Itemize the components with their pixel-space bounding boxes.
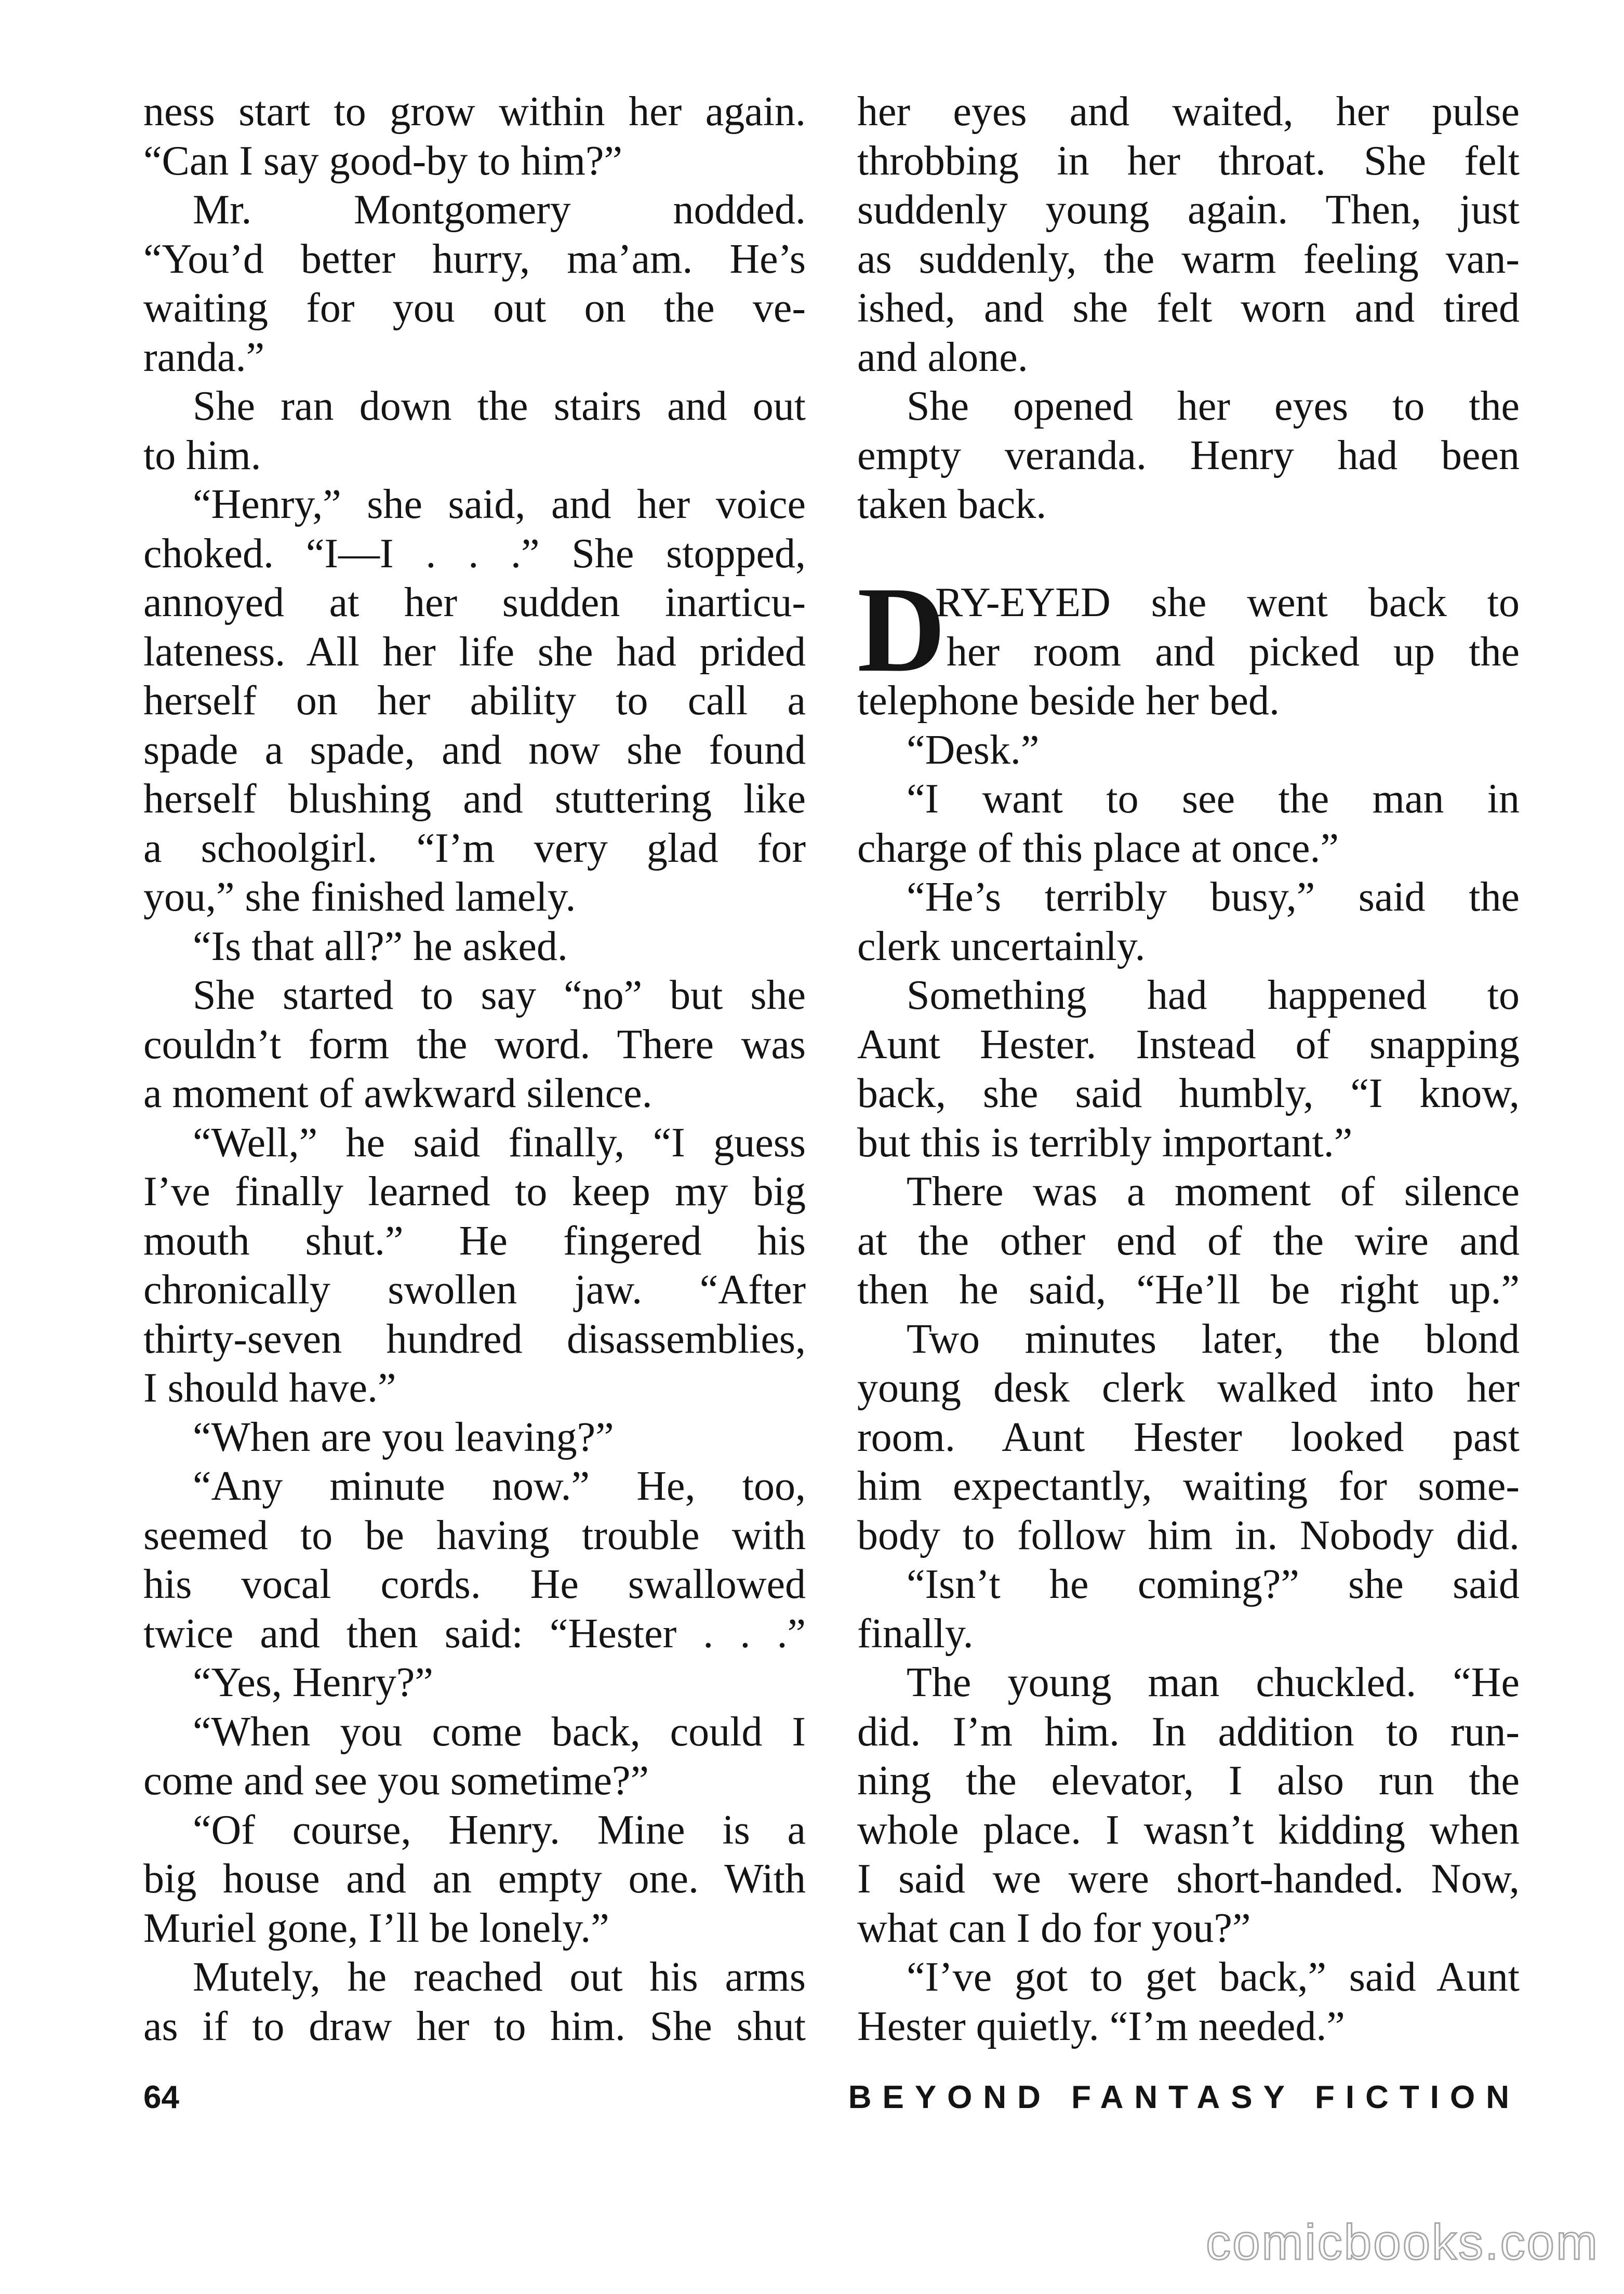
text-line: as if to draw her to him. She shut	[143, 2003, 806, 2049]
text-line: mouth shut.” He fingered his	[143, 1218, 806, 1264]
text-line: herself blushing and stuttering like	[143, 776, 806, 822]
text-line: Mr. Montgomery nodded.	[193, 187, 806, 233]
text-line: big house and an empty one. With	[143, 1856, 806, 1902]
text-line: at the other end of the wire and	[857, 1218, 1520, 1264]
text-line: telephone beside her bed.	[857, 678, 1280, 724]
text-line: thirty-seven hundred disassemblies,	[143, 1316, 806, 1362]
text-line: finally.	[857, 1610, 974, 1657]
text-line: “Henry,” she said, and her voice	[193, 482, 806, 527]
watermark: comicbooks.com	[1206, 2215, 1599, 2270]
text-line: The young man chuckled. “He	[907, 1660, 1520, 1705]
page-footer	[143, 2079, 1520, 2120]
text-line: twice and then said: “Hester . . .”	[143, 1610, 806, 1657]
text-line: taken back.	[857, 482, 1047, 527]
text-line: whole place. I wasn’t kidding when	[857, 1807, 1520, 1853]
text-line: him expectantly, waiting for some-	[857, 1463, 1520, 1509]
text-line: annoyed at her sudden inarticu-	[143, 580, 806, 625]
text-line: spade a spade, and now she found	[143, 727, 806, 773]
text-line: then he said, “He’ll be right up.”	[857, 1267, 1520, 1313]
text-line: randa.”	[143, 334, 265, 380]
text-line: waiting for you out on the ve-	[143, 285, 806, 331]
text-line: She opened her eyes to the	[907, 383, 1520, 429]
text-line: seemed to be having trouble with	[143, 1512, 806, 1558]
text-line: her room and picked up the	[947, 629, 1520, 675]
text-line: ished, and she felt worn and tired	[857, 285, 1520, 331]
text-line: Aunt Hester. Instead of snapping	[857, 1021, 1520, 1068]
text-line: “When you come back, could I	[193, 1709, 806, 1755]
text-line: Something had happened to	[907, 972, 1520, 1018]
text-line: young desk clerk walked into her	[857, 1365, 1520, 1411]
text-line: “Can I say good-by to him?”	[143, 138, 622, 184]
left-text-column	[143, 87, 806, 2051]
text-line: ning the elevator, I also run the	[857, 1758, 1520, 1804]
text-line: I’ve finally learned to keep my big	[143, 1169, 806, 1215]
text-line: Muriel gone, I’ll be lonely.”	[143, 1905, 609, 1951]
text-line: chronically swollen jaw. “After	[143, 1267, 806, 1313]
text-line: did. I’m him. In addition to run-	[857, 1709, 1520, 1755]
text-line: body to follow him in. Nobody did.	[857, 1512, 1520, 1558]
text-line: what can I do for you?”	[857, 1905, 1251, 1951]
text-line: herself on her ability to call a	[143, 678, 806, 724]
text-line: “Of course, Henry. Mine is a	[193, 1807, 806, 1853]
text-line: RY-EYED she went back to	[935, 580, 1520, 625]
page-number: 64	[143, 2079, 179, 2115]
text-line: “He’s terribly busy,” said the	[907, 874, 1520, 920]
text-line: but this is terribly important.”	[857, 1119, 1353, 1166]
text-line: “I want to see the man in	[907, 776, 1520, 822]
text-line: She started to say “no” but she	[193, 972, 806, 1018]
drop-cap-paragraph	[857, 562, 1520, 698]
text-line: charge of this place at once.”	[857, 825, 1339, 871]
text-line: ness start to grow within her again.	[143, 89, 806, 135]
text-line: “Isn’t he coming?” she said	[907, 1562, 1520, 1607]
text-line: his vocal cords. He swallowed	[143, 1562, 806, 1607]
text-line: “Yes, Henry?”	[193, 1660, 433, 1705]
text-line: “I’ve got to get back,” said Aunt	[907, 1954, 1520, 2000]
text-line: to him.	[143, 432, 261, 478]
text-line: room. Aunt Hester looked past	[857, 1414, 1520, 1460]
text-line: There was a moment of silence	[907, 1169, 1520, 1215]
text-line: She ran down the stairs and out	[193, 383, 806, 429]
text-line: “Any minute now.” He, too,	[193, 1463, 806, 1509]
text-line: clerk uncertainly.	[857, 923, 1146, 969]
text-line: and alone.	[857, 334, 1028, 380]
text-line: choked. “I—I . . .” She stopped,	[143, 530, 806, 577]
text-line: you,” she finished lamely.	[143, 874, 576, 920]
section-break	[857, 529, 1520, 579]
drop-cap-letter: D	[857, 562, 946, 698]
text-line: suddenly young again. Then, just	[857, 187, 1520, 233]
text-line: empty veranda. Henry had been	[857, 432, 1520, 478]
text-line: couldn’t form the word. There was	[143, 1021, 806, 1068]
text-line: I said we were short-handed. Now,	[857, 1856, 1520, 1902]
text-line: “When are you leaving?”	[193, 1414, 614, 1460]
text-line: as suddenly, the warm feeling van-	[857, 236, 1520, 282]
text-line: throbbing in her throat. She felt	[857, 138, 1520, 184]
text-line: “Well,” he said finally, “I guess	[193, 1119, 806, 1166]
text-line: I should have.”	[143, 1365, 396, 1411]
text-line: her eyes and waited, her pulse	[857, 89, 1520, 135]
right-text-column	[857, 87, 1520, 2051]
text-line: lateness. All her life she had prided	[143, 629, 806, 675]
running-title: BEYOND FANTASY FICTION	[848, 2079, 1520, 2115]
text-line: come and see you sometime?”	[143, 1758, 649, 1804]
text-line: “You’d better hurry, ma’am. He’s	[143, 236, 806, 282]
text-line: “Desk.”	[907, 727, 1040, 773]
text-line: back, she said humbly, “I know,	[857, 1071, 1520, 1116]
text-line: Mutely, he reached out his arms	[193, 1954, 806, 2000]
text-line: a schoolgirl. “I’m very glad for	[143, 825, 806, 871]
text-line: Hester quietly. “I’m needed.”	[857, 2003, 1345, 2049]
text-line: “Is that all?” he asked.	[193, 923, 568, 969]
text-line: a moment of awkward silence.	[143, 1071, 653, 1116]
text-line: Two minutes later, the blond	[907, 1316, 1520, 1362]
